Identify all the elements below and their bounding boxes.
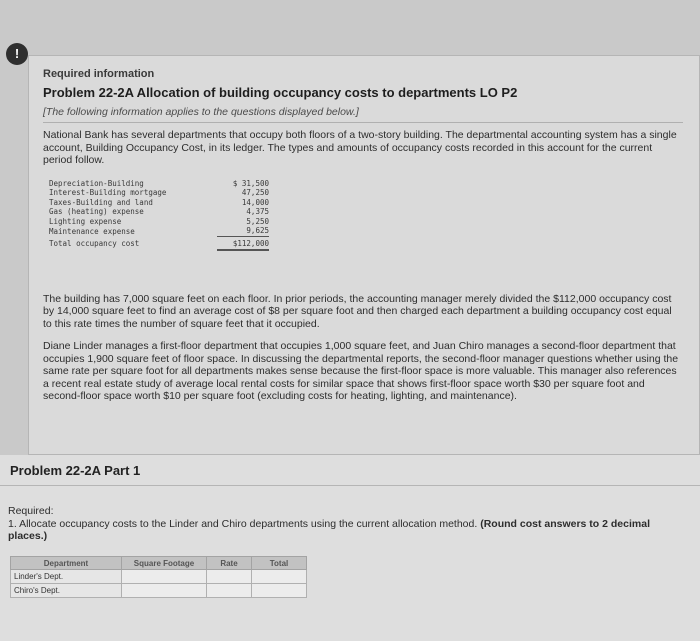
cost-total-row: [49, 237, 269, 250]
part-panel: [0, 455, 700, 641]
cost-label: Maintenance expense: [49, 226, 135, 236]
instruction-line: [8, 518, 688, 543]
cost-row: [49, 217, 269, 227]
cost-amount: 47,250: [241, 188, 269, 198]
managers-paragraph: Diane Linder manages a first-floor department that occupies 1,000 square feet, and Juan Chiro manages a second-floor department that occupies 1,900 square feet of floor space. In discussing the departmental reports, the second-floor manager questions whether using the same rate per square foot for all departments makes sense because the first-floor space is more valuable. This manager also references a recent real estate study of average local rental costs for similar space that shows first-floor space worth $30 per square foot and second-floor space worth $10 per square foot (excluding costs for heating, lighting, and maintenance).: [43, 340, 679, 403]
cost-total-label: Total occupancy cost: [49, 239, 140, 249]
cost-amount: $ 31,500: [232, 178, 269, 188]
allocation-paragraph: The building has 7,000 square feet on each floor. In prior periods, the accounting manager merely divided the $112,000 occupancy cost by 14,000 square feet to find an average cost of $8 per square foot and then charged each department a building occupancy cost equal to this rate times the number of square feet that it occupied.: [43, 292, 672, 330]
rounding-note: (Round cost answers to 2 decimal places.): [8, 517, 650, 542]
cost-row: [49, 188, 269, 198]
problem-title: Problem 22-2A Allocation of building occupancy costs to departments LO P2: [43, 85, 518, 100]
cost-total-amount: $112,000: [217, 237, 269, 250]
cost-label: Interest-Building mortgage: [49, 188, 167, 198]
applies-note: [The following information applies to the questions displayed below.]: [43, 106, 359, 118]
divider: [43, 122, 683, 123]
allocation-table: [10, 556, 307, 598]
cost-label: Taxes-Building and land: [49, 197, 153, 207]
cost-row: [49, 207, 269, 217]
linder-square-footage-input[interactable]: [122, 570, 207, 584]
required-information-panel: [28, 55, 700, 455]
table-row: [11, 570, 307, 584]
required-instructions: [8, 505, 688, 543]
info-content: [43, 68, 683, 403]
cost-row: [49, 198, 269, 208]
cost-amount: 4,375: [246, 207, 269, 217]
cost-amount: 5,250: [246, 216, 269, 226]
divider: [0, 485, 700, 486]
required-information-label: Required information: [43, 68, 155, 80]
cost-label: Depreciation-Building: [49, 178, 144, 188]
chiro-rate-input[interactable]: [207, 584, 252, 598]
column-header-department: Department: [11, 557, 122, 570]
intro-paragraph: National Bank has several departments that occupy both floors of a two-story building. The departmental accounting system has a single account, Building Occupancy Cost, in its ledger. The types and amounts of occupancy costs recorded in this account for the current period follow.: [43, 129, 677, 166]
department-label: Linder's Dept.: [11, 570, 122, 584]
column-header-square-footage: Square Footage: [122, 557, 207, 570]
cost-row: [49, 179, 269, 189]
chiro-total-input[interactable]: [252, 584, 307, 598]
linder-total-input[interactable]: [252, 570, 307, 584]
cost-row: [49, 226, 269, 236]
cost-amount: 14,000: [241, 197, 269, 207]
cost-label: Gas (heating) expense: [49, 207, 144, 217]
department-label: Chiro's Dept.: [11, 584, 122, 598]
part-title: Problem 22-2A Part 1: [10, 463, 141, 478]
occupancy-cost-table: [49, 179, 269, 251]
table-row: [11, 584, 307, 598]
column-header-total: Total: [252, 557, 307, 570]
column-header-rate: Rate: [207, 557, 252, 570]
table-header-row: [11, 557, 307, 570]
cost-amount: 9,625: [217, 226, 269, 236]
chiro-square-footage-input[interactable]: [122, 584, 207, 598]
required-label: Required:: [8, 505, 54, 517]
linder-rate-input[interactable]: [207, 570, 252, 584]
instruction-text: 1. Allocate occupancy costs to the Linder and Chiro departments using the current allocation method.: [8, 517, 478, 530]
step-badge-icon: !: [6, 43, 28, 65]
cost-label: Lighting expense: [49, 216, 122, 226]
